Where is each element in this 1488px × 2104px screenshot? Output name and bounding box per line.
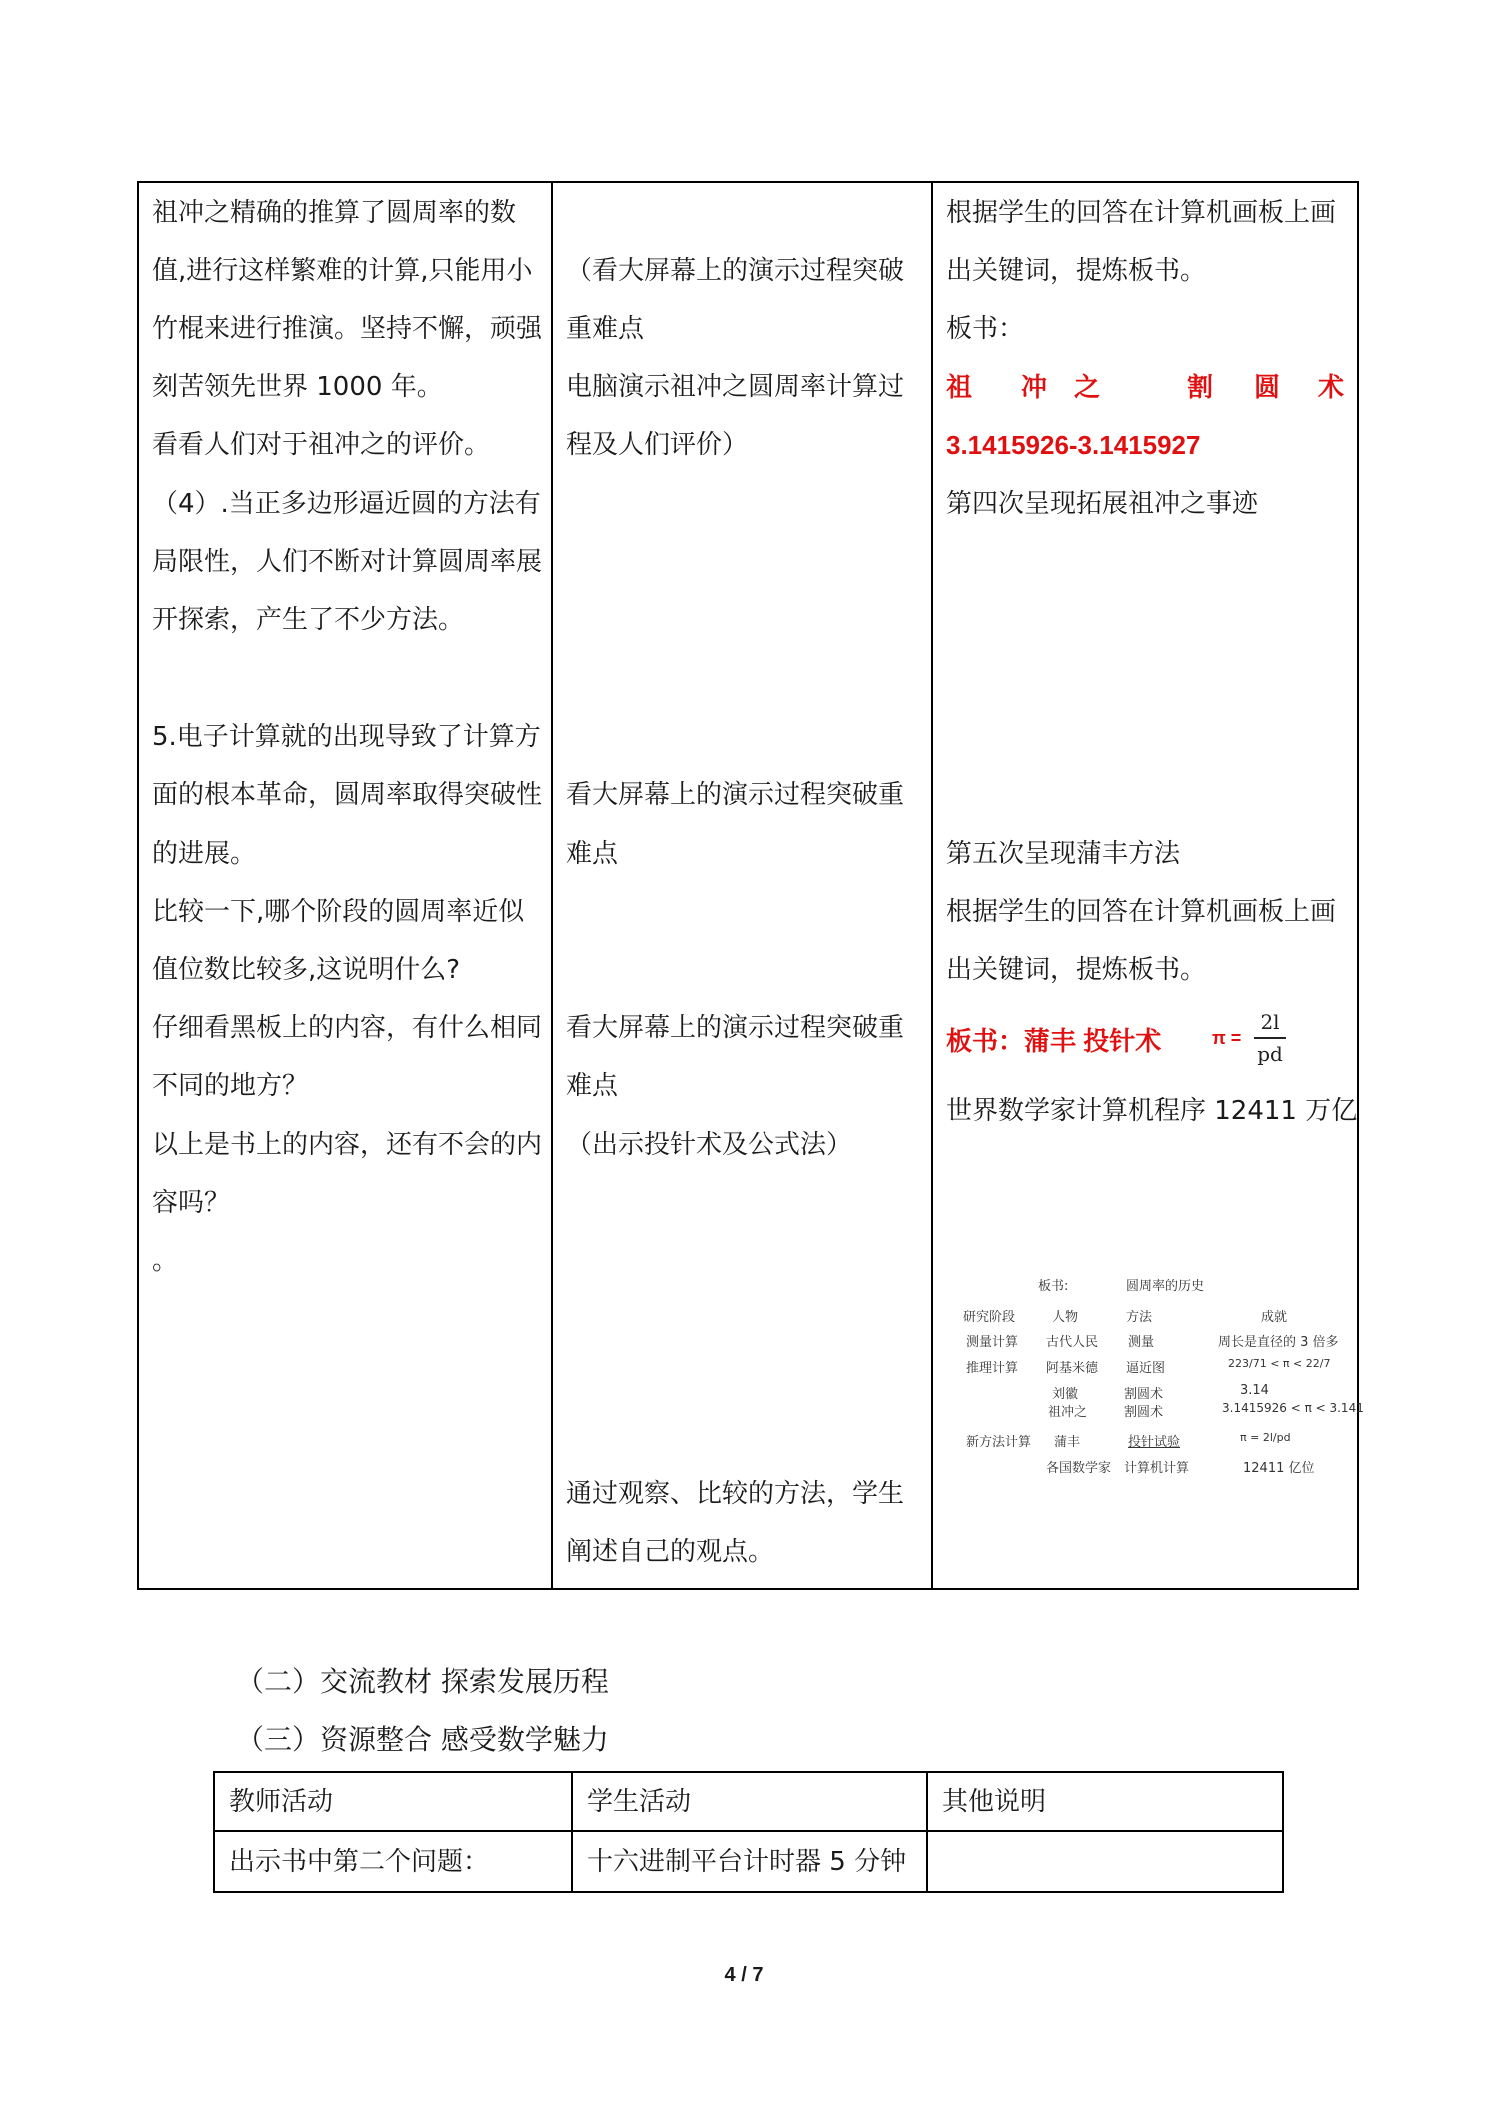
board-cell: 计算机计算: [1124, 1461, 1190, 1476]
board-cell: 投针试验: [1128, 1435, 1181, 1450]
formula-pi: π =: [1212, 1028, 1242, 1048]
text-line: 难点: [566, 1071, 619, 1101]
board-header: 方法: [1126, 1310, 1153, 1325]
text-line: 看大屏幕上的演示过程突破重: [566, 1013, 905, 1043]
text-line: 面的根本革命，圆周率取得突破性: [152, 780, 543, 810]
text-line: 难点: [566, 839, 619, 869]
text-line: 出关键词，提炼板书。: [946, 955, 1207, 985]
text-line: 第五次呈现蒲丰方法: [946, 839, 1181, 869]
text-line: 通过观察、比较的方法，学生: [566, 1479, 905, 1509]
red-char: 术: [1318, 372, 1345, 402]
text-line: 板书：: [946, 314, 1025, 344]
text-line: 出关键词，提炼板书。: [946, 256, 1207, 286]
text-line: 以上是书上的内容，还有不会的内: [152, 1130, 543, 1160]
red-char: 割: [1187, 372, 1214, 402]
fraction-bar: [1254, 1037, 1286, 1039]
board-cell: 223/71 < π < 22/7: [1228, 1357, 1331, 1370]
text-line: 竹棍来进行推演。坚持不懈，顽强: [152, 314, 543, 344]
table2-cell: 十六进制平台计时器 5 分钟: [587, 1847, 907, 1877]
table2-cell: 出示书中第二个问题：: [229, 1847, 490, 1877]
text-line: 根据学生的回答在计算机画板上画: [946, 198, 1337, 228]
board-cell: 割圆术: [1124, 1387, 1164, 1402]
text-line: 5.电子计算就的出现导致了计算方: [152, 722, 541, 752]
text-line: 看大屏幕上的演示过程突破重: [566, 780, 905, 810]
text-line: 不同的地方？: [152, 1071, 309, 1101]
text-line: 。: [152, 1246, 179, 1276]
text-line: 的进展。: [152, 839, 257, 869]
board-cell: 刘徽: [1052, 1387, 1079, 1402]
board-cell: 3.1415926 < π < 3.141: [1222, 1401, 1364, 1415]
board-header: 研究阶段: [963, 1310, 1016, 1325]
text-line: （4）.当正多边形逼近圆的方法有: [152, 489, 541, 519]
text-line: 仔细看黑板上的内容，有什么相同: [152, 1013, 543, 1043]
text-line: 重难点: [566, 314, 645, 344]
table2-header: 教师活动: [229, 1787, 334, 1817]
board-cell: 蒲丰: [1054, 1435, 1081, 1450]
board-cell: 割圆术: [1124, 1405, 1164, 1420]
board-header: 人物: [1052, 1310, 1079, 1325]
text-line: （出示投针术及公式法）: [566, 1130, 853, 1160]
text-line: 局限性，人们不断对计算圆周率展: [152, 547, 543, 577]
board-cell: 新方法计算: [966, 1435, 1032, 1450]
text-line: 值,进行这样繁难的计算,只能用小: [152, 256, 533, 286]
board-label: 板书:: [1038, 1279, 1069, 1294]
section-heading: （二）交流教材 探索发展历程: [236, 1665, 609, 1698]
text-line: （看大屏幕上的演示过程突破: [566, 256, 905, 286]
board-cell: 祖冲之: [1048, 1405, 1088, 1420]
text-line: 阐述自己的观点。: [566, 1537, 775, 1567]
board-cell: 测量计算: [966, 1335, 1019, 1350]
text-line: 开探索，产生了不少方法。: [152, 605, 465, 635]
board-cell: 古代人民: [1046, 1335, 1099, 1350]
board-title: 圆周率的历史: [1126, 1279, 1205, 1294]
board-cell: 12411 亿位: [1243, 1461, 1315, 1476]
text-line: 世界数学家计算机程序 12411 万亿: [946, 1096, 1358, 1126]
text-line: 根据学生的回答在计算机画板上画: [946, 897, 1337, 927]
board-cell: 推理计算: [966, 1361, 1019, 1376]
board-cell: 阿基米德: [1046, 1361, 1099, 1376]
text-line: 刻苦领先世界 1000 年。: [152, 372, 443, 402]
board-cell: 周长是直径的 3 倍多: [1218, 1335, 1339, 1350]
section-heading: （三）资源整合 感受数学魅力: [236, 1723, 609, 1756]
table2-header: 学生活动: [587, 1787, 692, 1817]
formula-denominator: pd: [1257, 1042, 1283, 1066]
red-char: 之: [1074, 372, 1101, 402]
board-cell: π = 2l/pd: [1240, 1431, 1291, 1444]
text-line: 程及人们评价）: [566, 430, 749, 460]
text-line: 比较一下,哪个阶段的圆周率近似: [152, 897, 525, 927]
red-char: 圆: [1254, 372, 1281, 402]
board-cell: 3.14: [1240, 1383, 1269, 1398]
red-char: 冲: [1021, 372, 1048, 402]
red-char: 祖: [946, 372, 973, 402]
board-cell: 逼近图: [1126, 1361, 1166, 1376]
text-line: 值位数比较多,这说明什么?: [152, 955, 461, 985]
text-line: 电脑演示祖冲之圆周率计算过: [566, 372, 905, 402]
text-line: 容吗？: [152, 1188, 231, 1218]
board-red-buffon: 板书：蒲丰 投针术: [946, 1026, 1162, 1056]
table2-header: 其他说明: [942, 1787, 1047, 1817]
board-cell: 测量: [1128, 1335, 1155, 1350]
board-cell: 各国数学家: [1046, 1461, 1112, 1476]
text-line: 祖冲之精确的推算了圆周率的数: [152, 198, 517, 228]
page-number: 4 / 7: [724, 1964, 764, 1986]
formula-numerator: 2l: [1260, 1010, 1280, 1034]
text-line: 第四次呈现拓展祖冲之事迹: [946, 489, 1259, 519]
text-line: 看看人们对于祖冲之的评价。: [152, 430, 491, 460]
board-header: 成就: [1261, 1310, 1288, 1325]
red-value: 3.1415926-3.1415927: [946, 430, 1201, 460]
